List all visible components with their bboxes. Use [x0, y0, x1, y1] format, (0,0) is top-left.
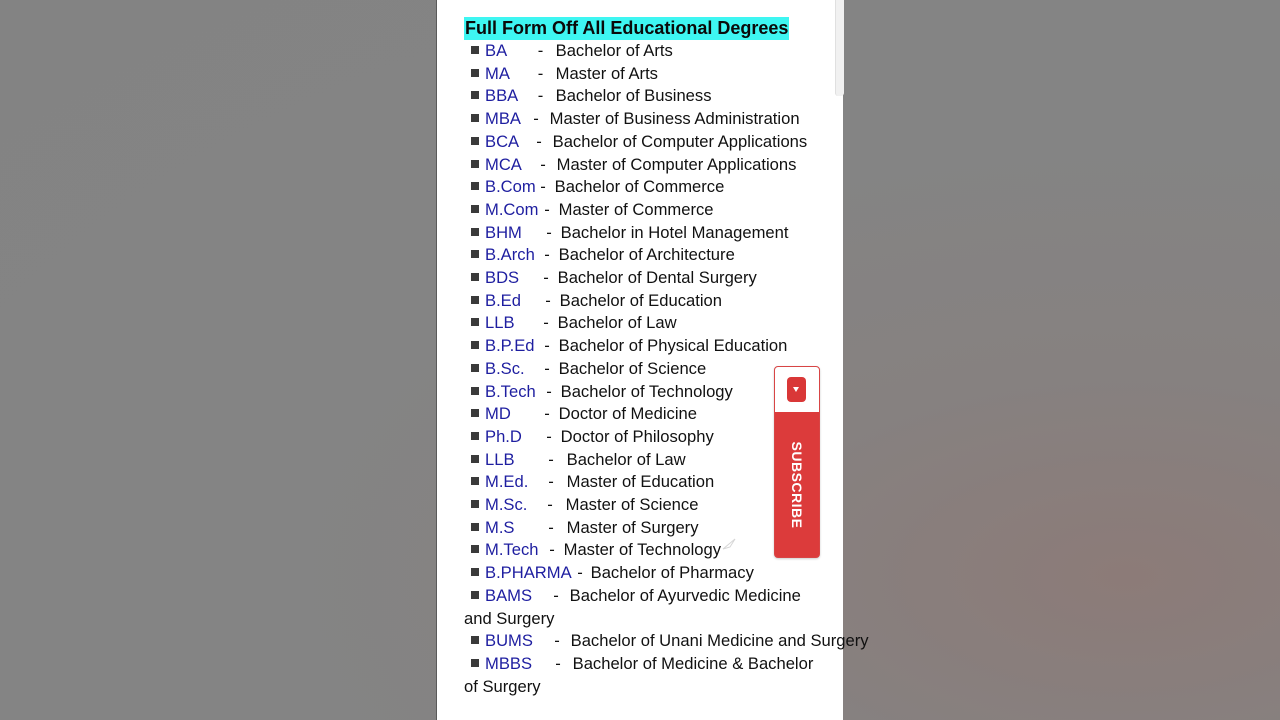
list-item	[464, 562, 824, 585]
degree-abbreviation: M.Ed.	[485, 472, 529, 492]
degree-full-form: Bachelor of Medicine & Bachelor of Surgery	[464, 653, 814, 696]
square-bullet-icon	[471, 46, 479, 54]
list-item	[464, 63, 824, 86]
separator: -	[537, 41, 544, 60]
subscribe-button[interactable]	[774, 366, 820, 558]
square-bullet-icon	[471, 341, 479, 349]
degree-abbreviation: BUMS	[485, 631, 533, 651]
list-item	[464, 40, 824, 63]
list-item	[464, 312, 824, 335]
square-bullet-icon	[471, 568, 479, 576]
square-bullet-icon	[471, 296, 479, 304]
degree-list	[464, 40, 869, 698]
degree-full-form: Bachelor of Commerce	[554, 177, 725, 197]
list-item	[464, 267, 824, 290]
separator: -	[546, 426, 552, 446]
separator: -	[544, 245, 550, 265]
square-bullet-icon	[471, 114, 479, 122]
degree-full-form: Master of Technology	[563, 540, 722, 560]
square-bullet-icon	[471, 455, 479, 463]
degree-full-form: Master of Computer Applications	[556, 154, 797, 174]
degree-full-form: Bachelor of Arts	[555, 41, 673, 60]
list-item	[464, 381, 824, 404]
square-bullet-icon	[471, 364, 479, 372]
square-bullet-icon	[471, 409, 479, 417]
degree-abbreviation: BCA	[485, 131, 520, 151]
separator: -	[555, 653, 561, 673]
square-bullet-icon	[471, 432, 479, 440]
degree-full-form: Doctor of Philosophy	[560, 426, 714, 446]
separator: -	[577, 563, 583, 583]
square-bullet-icon	[471, 69, 479, 77]
degree-full-form: Bachelor of Dental Surgery	[557, 268, 757, 288]
separator: -	[546, 222, 552, 242]
degree-full-form: Bachelor of Law	[566, 449, 686, 469]
degree-full-form: Master of Commerce	[558, 199, 714, 219]
separator: -	[548, 449, 554, 469]
list-item	[464, 494, 824, 517]
degree-abbreviation: M.Tech	[485, 540, 539, 560]
square-bullet-icon	[471, 545, 479, 553]
degree-full-form: Bachelor of Education	[559, 290, 722, 310]
separator: -	[549, 540, 555, 560]
list-item	[464, 403, 824, 426]
degree-abbreviation: B.Tech	[485, 381, 536, 401]
degree-abbreviation: BA	[485, 41, 508, 60]
separator: -	[536, 131, 542, 151]
degree-abbreviation: Ph.D	[485, 426, 522, 446]
list-item	[464, 449, 824, 472]
list-item	[464, 517, 824, 540]
list-item	[464, 358, 824, 381]
square-bullet-icon	[471, 659, 479, 667]
page-title: Full Form Off All Educational Degrees	[465, 18, 789, 38]
cursor-icon	[722, 538, 736, 550]
degree-full-form: Master of Surgery	[566, 517, 699, 537]
degree-abbreviation: MA	[485, 63, 510, 83]
degree-abbreviation: B.PHARMA	[485, 563, 572, 583]
separator: -	[553, 585, 559, 605]
separator: -	[545, 290, 551, 310]
degree-full-form: Bachelor in Hotel Management	[560, 222, 789, 242]
separator: -	[540, 154, 546, 174]
youtube-play-icon	[787, 377, 806, 402]
degree-full-form: Master of Education	[566, 472, 715, 492]
square-bullet-icon	[471, 273, 479, 281]
square-bullet-icon	[471, 137, 479, 145]
square-bullet-icon	[471, 182, 479, 190]
list-item	[464, 290, 824, 313]
degree-abbreviation: M.Com	[485, 199, 539, 219]
square-bullet-icon	[471, 387, 479, 395]
degree-abbreviation: B.Com	[485, 177, 536, 197]
separator: -	[537, 86, 544, 106]
square-bullet-icon	[471, 500, 479, 508]
list-item	[464, 335, 824, 358]
separator: -	[533, 109, 539, 129]
separator: -	[547, 495, 553, 515]
list-item	[464, 176, 824, 199]
separator: -	[543, 313, 549, 333]
list-item	[464, 653, 824, 698]
degree-full-form: Bachelor of Pharmacy	[590, 563, 754, 583]
square-bullet-icon	[471, 523, 479, 531]
degree-full-form: Doctor of Medicine	[558, 404, 697, 424]
degree-full-form: Bachelor of Ayurvedic Medicine and Surgery	[464, 585, 801, 628]
degree-full-form: Bachelor of Science	[558, 358, 707, 378]
square-bullet-icon	[471, 160, 479, 168]
separator: -	[546, 381, 552, 401]
degree-abbreviation: B.Ed	[485, 290, 521, 310]
degree-abbreviation: MCA	[485, 154, 522, 174]
degree-abbreviation: M.Sc.	[485, 495, 528, 515]
square-bullet-icon	[471, 591, 479, 599]
degree-abbreviation: MBA	[485, 109, 521, 129]
list-item	[464, 108, 824, 131]
separator: -	[537, 63, 544, 83]
separator: -	[548, 472, 554, 492]
degree-abbreviation: B.Sc.	[485, 358, 525, 378]
list-item	[464, 131, 824, 154]
list-item	[464, 222, 824, 245]
degree-full-form: Master of Arts	[555, 63, 658, 83]
degree-full-form: Bachelor of Computer Applications	[552, 131, 808, 151]
list-item	[464, 199, 824, 222]
subscribe-label: SUBSCRIBE	[789, 441, 805, 529]
list-item	[464, 244, 824, 267]
degree-full-form: Bachelor of Technology	[560, 381, 733, 401]
degree-full-form: Master of Science	[565, 495, 699, 515]
degree-full-form: Bachelor of Physical Education	[558, 336, 788, 356]
list-item	[464, 585, 824, 630]
subscribe-button-header	[775, 367, 819, 412]
degree-abbreviation: B.Arch	[485, 245, 535, 265]
scrollbar[interactable]	[835, 0, 844, 96]
degree-abbreviation: LLB	[485, 449, 515, 469]
separator: -	[540, 177, 546, 197]
list-item	[464, 154, 824, 177]
degree-abbreviation: MD	[485, 404, 511, 424]
separator: -	[543, 268, 549, 288]
separator: -	[554, 631, 560, 651]
separator: -	[544, 404, 550, 424]
square-bullet-icon	[471, 250, 479, 258]
square-bullet-icon	[471, 228, 479, 236]
degree-abbreviation: BBA	[485, 86, 519, 106]
degree-abbreviation: BHM	[485, 222, 522, 242]
square-bullet-icon	[471, 318, 479, 326]
separator: -	[548, 517, 554, 537]
degree-full-form: Bachelor of Law	[557, 313, 677, 333]
degree-abbreviation: M.S	[485, 517, 515, 537]
list-item	[464, 539, 824, 562]
degree-full-form: Bachelor of Architecture	[558, 245, 735, 265]
square-bullet-icon	[471, 205, 479, 213]
list-item	[464, 471, 824, 494]
degree-abbreviation: LLB	[485, 313, 515, 333]
square-bullet-icon	[471, 477, 479, 485]
square-bullet-icon	[471, 636, 479, 644]
degree-full-form: Bachelor of Unani Medicine and Surgery	[570, 631, 869, 651]
degree-full-form: Master of Business Administration	[549, 109, 800, 129]
separator: -	[544, 336, 550, 356]
separator: -	[544, 199, 550, 219]
degree-full-form: Bachelor of Business	[555, 86, 712, 106]
degree-abbreviation: MBBS	[485, 653, 533, 673]
square-bullet-icon	[471, 91, 479, 99]
list-item	[464, 426, 824, 449]
list-item	[464, 630, 869, 653]
degree-abbreviation: B.P.Ed	[485, 336, 535, 356]
list-item	[464, 85, 824, 108]
degree-abbreviation: BAMS	[485, 585, 533, 605]
separator: -	[544, 358, 550, 378]
degree-abbreviation: BDS	[485, 268, 520, 288]
